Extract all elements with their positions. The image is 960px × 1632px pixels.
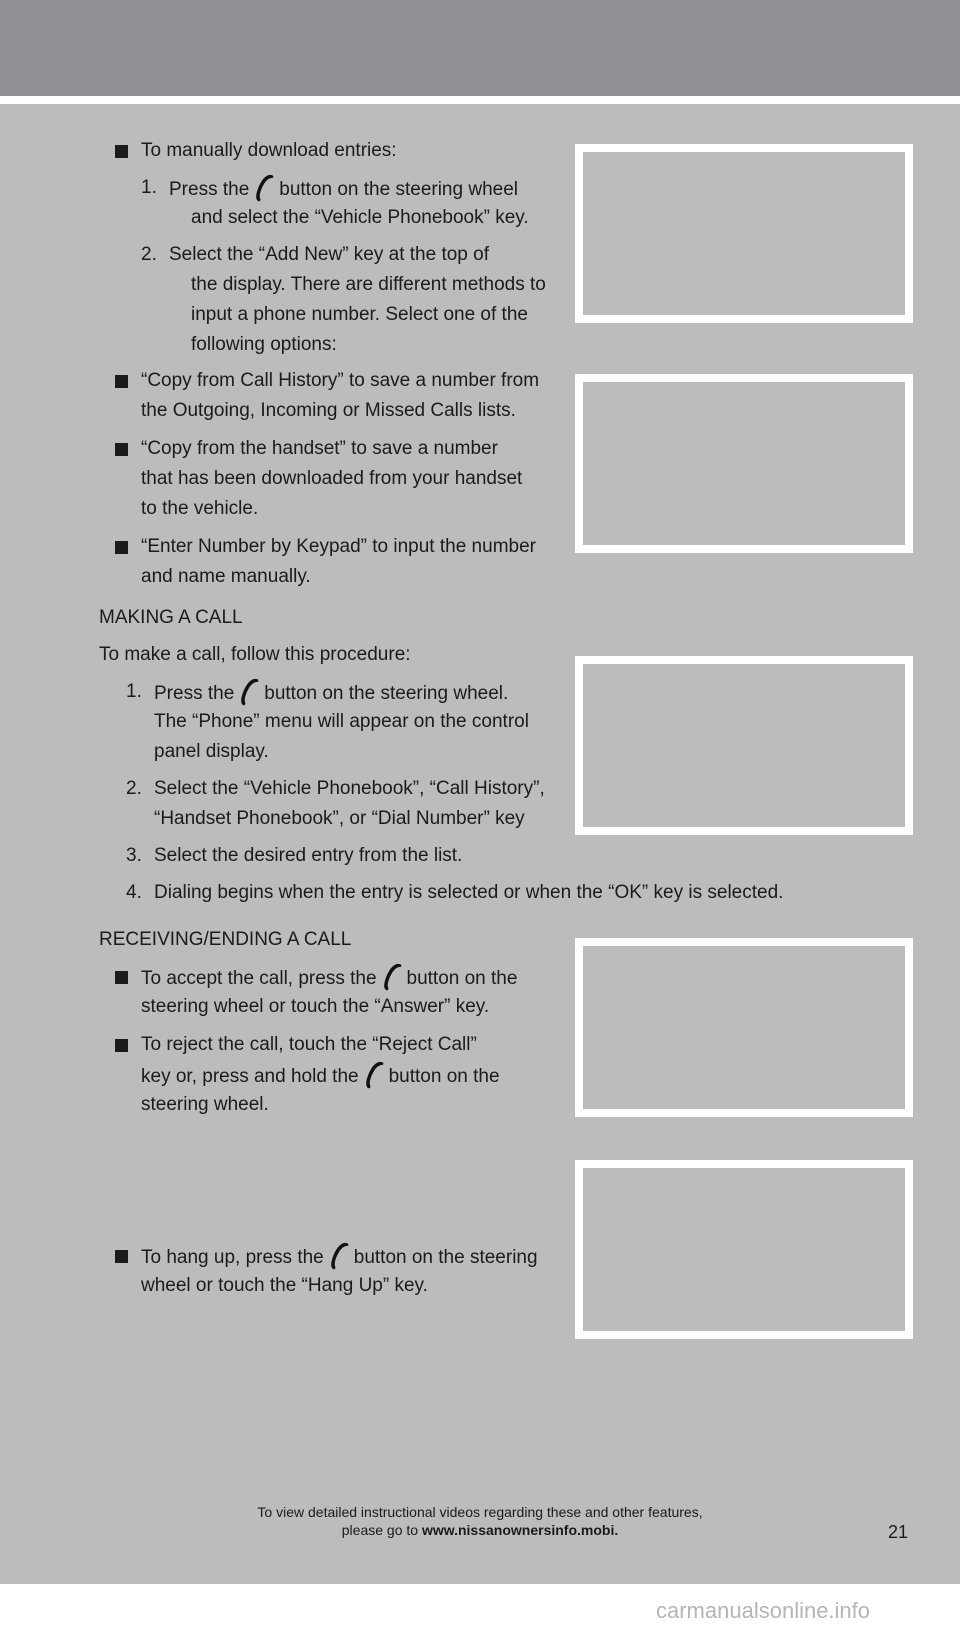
step-number: 1. bbox=[141, 177, 157, 198]
square-bullet-icon bbox=[115, 971, 128, 984]
option-line: the Outgoing, Incoming or Missed Calls lists. bbox=[141, 400, 516, 421]
step-line bbox=[169, 173, 518, 205]
footer-line-1: To view detailed instructional videos regarding these and other features, bbox=[257, 1504, 703, 1520]
step-number: 2. bbox=[141, 244, 157, 265]
option-line: “Copy from Call History” to save a number from bbox=[141, 370, 540, 391]
section-heading: MAKING A CALL bbox=[99, 607, 243, 628]
section-intro: To make a call, follow this procedure: bbox=[99, 644, 411, 665]
step-line: the display. There are different methods to bbox=[191, 274, 546, 295]
phone-handset-icon bbox=[252, 173, 276, 203]
step-line: The “Phone” menu will appear on the control bbox=[154, 711, 529, 732]
reject-text: key or, press and hold the bbox=[141, 1066, 359, 1087]
square-bullet-icon bbox=[115, 375, 128, 388]
option-line: that has been downloaded from your handset bbox=[141, 468, 523, 489]
top-divider bbox=[0, 96, 960, 104]
step-line: Dialing begins when the entry is selected or when the “OK” key is selected. bbox=[154, 882, 784, 903]
hangup-line: wheel or touch the “Hang Up” key. bbox=[141, 1275, 428, 1296]
step-text: button on the steering wheel bbox=[279, 179, 518, 200]
step-line: “Handset Phonebook”, or “Dial Number” key bbox=[154, 808, 525, 829]
intro-text: To manually download entries: bbox=[141, 140, 397, 161]
square-bullet-icon bbox=[115, 443, 128, 456]
image-phone-menu bbox=[575, 656, 913, 835]
step-number: 1. bbox=[126, 681, 142, 702]
step-line: Select the desired entry from the list. bbox=[154, 845, 463, 866]
step-line: Select the “Vehicle Phonebook”, “Call History”, bbox=[154, 778, 545, 799]
hangup-text: button on the steering bbox=[353, 1247, 538, 1268]
phone-handset-icon bbox=[237, 677, 261, 707]
watermark: carmanualsonline.info bbox=[656, 1598, 871, 1623]
image-incoming-call bbox=[575, 938, 913, 1117]
hangup-text: To hang up, press the bbox=[141, 1247, 324, 1268]
phone-handset-icon bbox=[327, 1241, 351, 1271]
step-line bbox=[154, 677, 508, 709]
square-bullet-icon bbox=[115, 145, 128, 158]
square-bullet-icon bbox=[115, 541, 128, 554]
image-vehicle-phonebook bbox=[575, 144, 913, 323]
square-bullet-icon bbox=[115, 1250, 128, 1263]
image-add-new-options bbox=[575, 374, 913, 553]
footer-line-2 bbox=[230, 1521, 730, 1539]
receive-line bbox=[141, 962, 517, 994]
step-number: 2. bbox=[126, 778, 142, 799]
step-number: 4. bbox=[126, 882, 142, 903]
step-text: button on the steering wheel. bbox=[264, 683, 509, 704]
phone-handset-icon bbox=[380, 962, 404, 992]
option-line: “Copy from the handset” to save a number bbox=[141, 438, 498, 459]
hangup-line bbox=[141, 1241, 538, 1273]
section-heading: RECEIVING/ENDING A CALL bbox=[99, 929, 352, 950]
phone-handset-icon bbox=[362, 1060, 386, 1090]
option-line: and name manually. bbox=[141, 566, 311, 587]
reject-line: steering wheel. bbox=[141, 1094, 269, 1115]
step-line: and select the “Vehicle Phonebook” key. bbox=[191, 207, 529, 228]
step-line: panel display. bbox=[154, 741, 269, 762]
page-number: 21 bbox=[888, 1522, 909, 1542]
option-line: “Enter Number by Keypad” to input the number bbox=[141, 536, 536, 557]
receive-text: To accept the call, press the bbox=[141, 968, 377, 989]
footer-text: please go to bbox=[341, 1522, 419, 1538]
square-bullet-icon bbox=[115, 1039, 128, 1052]
step-number: 3. bbox=[126, 845, 142, 866]
option-line: to the vehicle. bbox=[141, 498, 259, 519]
step-line: following options: bbox=[191, 334, 337, 355]
reject-line bbox=[141, 1060, 500, 1092]
receive-text: button on the bbox=[406, 968, 518, 989]
step-text: Press the bbox=[154, 683, 235, 704]
step-line: input a phone number. Select one of the bbox=[191, 304, 528, 325]
reject-line: To reject the call, touch the “Reject Call” bbox=[141, 1034, 477, 1055]
image-hang-up bbox=[575, 1160, 913, 1339]
step-text: Press the bbox=[169, 179, 250, 200]
reject-text: button on the bbox=[388, 1066, 500, 1087]
footer-link[interactable]: www.nissanownersinfo.mobi. bbox=[421, 1522, 619, 1538]
step-line: Select the “Add New” key at the top of bbox=[169, 244, 490, 265]
receive-line: steering wheel or touch the “Answer” key. bbox=[141, 996, 490, 1017]
top-band bbox=[0, 0, 960, 96]
